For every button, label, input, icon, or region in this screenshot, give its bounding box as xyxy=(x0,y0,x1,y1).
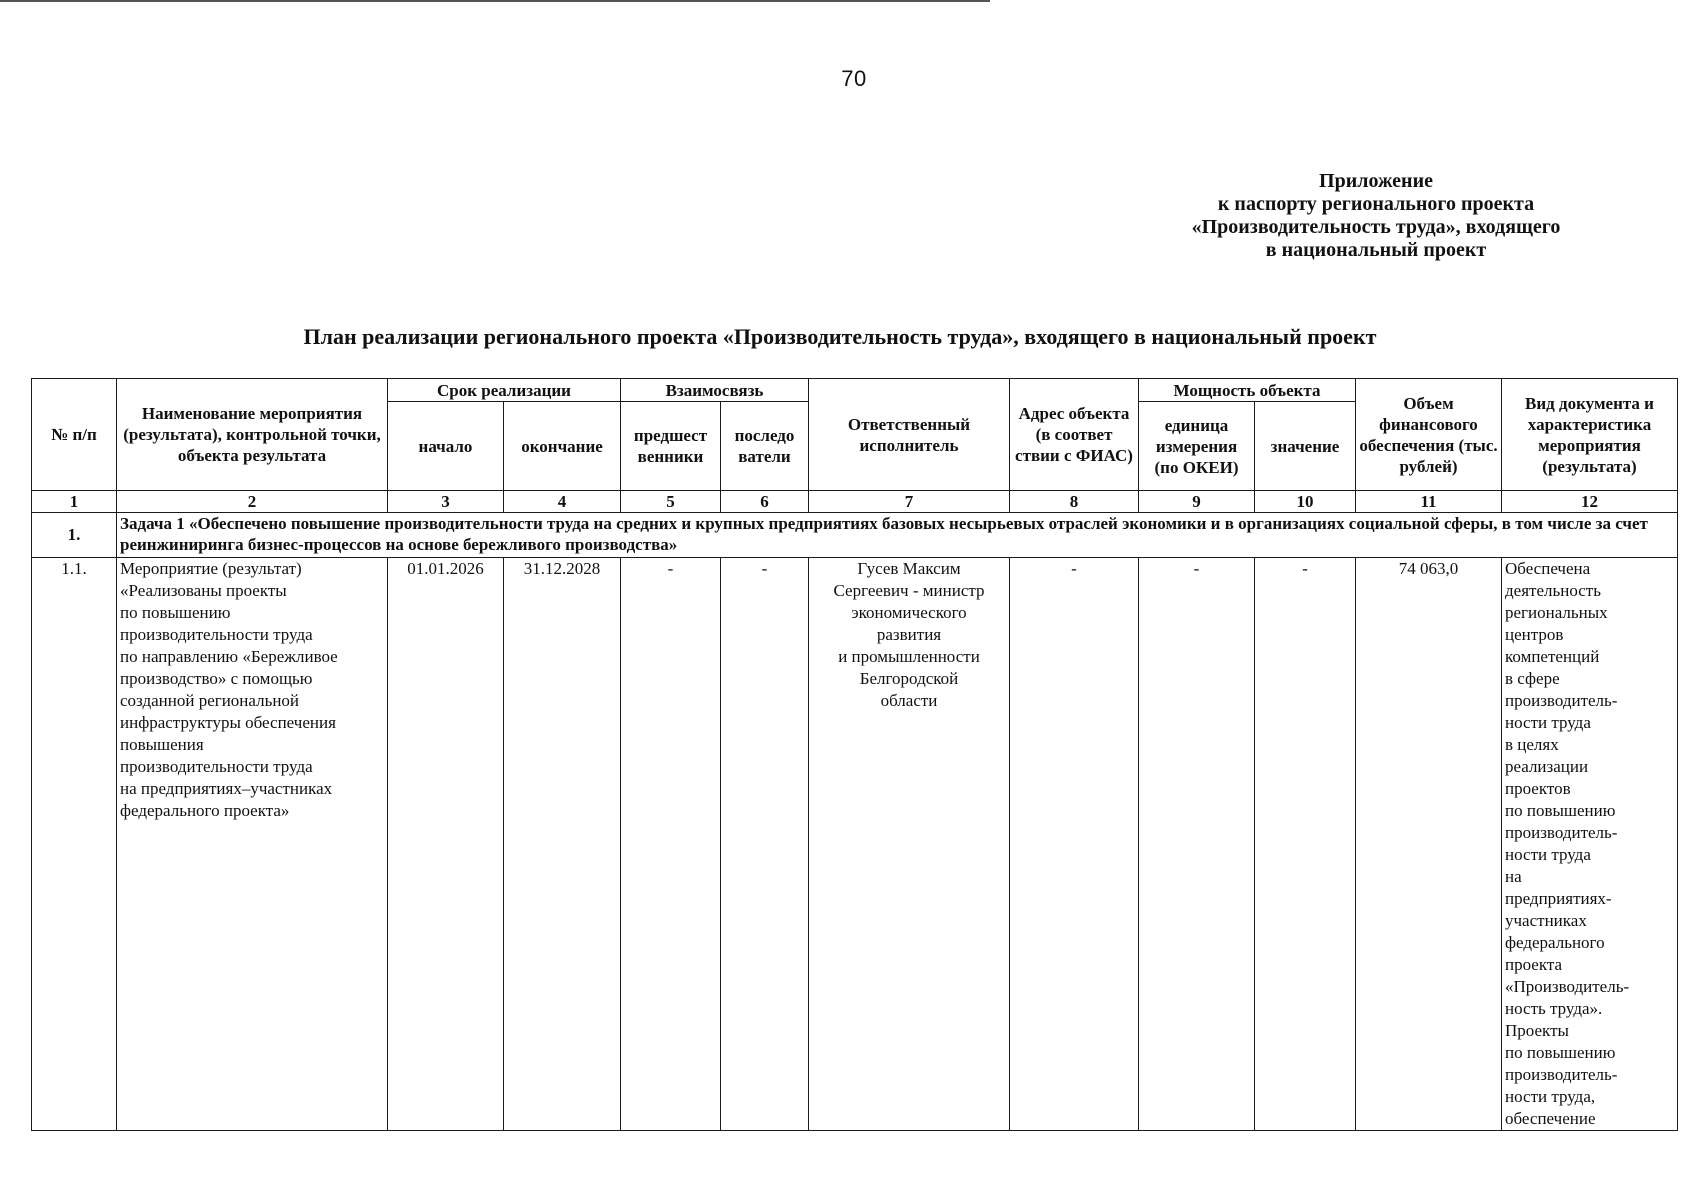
appendix-line-3: «Производительность труда», входящего xyxy=(1191,216,1561,238)
column-number: 11 xyxy=(1356,491,1502,513)
row-responsible-line: области xyxy=(880,691,938,710)
column-number: 6 xyxy=(721,491,809,513)
row-name-line: производство» с помощью xyxy=(120,669,313,688)
row-doc-line: ности труда, xyxy=(1505,1087,1596,1106)
column-number: 4 xyxy=(504,491,621,513)
appendix-line-1: Приложение xyxy=(1319,170,1433,192)
row-doc-line: ности труда xyxy=(1505,713,1591,732)
row-responsible-line: и промышленности xyxy=(838,647,980,666)
task-row xyxy=(32,513,1678,558)
column-number: 9 xyxy=(1139,491,1255,513)
row-doc-line: Обеспечена xyxy=(1505,559,1591,578)
row-doc-line: региональных xyxy=(1505,603,1608,622)
row-doc-line: федерального xyxy=(1505,933,1605,952)
header-doc-type: Вид документа и характеристика мероприятия (результата) xyxy=(1502,379,1678,491)
row-doc-line: обеспечение xyxy=(1505,1109,1596,1128)
row-name-line: на предприятиях–участниках xyxy=(120,779,333,798)
row-responsible-line: развития xyxy=(876,625,942,644)
row-unit: - xyxy=(1139,558,1255,1131)
row-name-line: Мероприятие (результат) xyxy=(120,559,302,578)
row-start-date: 01.01.2026 xyxy=(388,558,504,1131)
row-doc-line: в целях xyxy=(1505,735,1559,754)
row-doc-line: производитель- xyxy=(1505,1065,1618,1084)
row-responsible-line: Сергеевич - министр xyxy=(833,581,985,600)
header-term: Срок реализации xyxy=(388,379,621,402)
plan-table xyxy=(31,378,1678,1131)
column-number: 5 xyxy=(621,491,721,513)
header-address: Адрес объекта (в соответ ствии с ФИАС) xyxy=(1010,379,1139,491)
row-doc-line: центров xyxy=(1505,625,1564,644)
top-rule xyxy=(0,0,990,2)
row-doc-line: по повышению xyxy=(1505,801,1616,820)
row-doc-line: участниках xyxy=(1505,911,1587,930)
row-responsible-line: экономического xyxy=(851,603,967,622)
row-predecessors: - xyxy=(621,558,721,1131)
column-number: 12 xyxy=(1502,491,1678,513)
header-volume: Объем финансового обеспечения (тыс. рублей) xyxy=(1356,379,1502,491)
row-doc-line: производитель- xyxy=(1505,823,1618,842)
row-volume: 74 063,0 xyxy=(1356,558,1502,1131)
header-value: значение xyxy=(1255,402,1356,491)
header-relation: Взаимосвязь xyxy=(621,379,809,402)
row-successors: - xyxy=(721,558,809,1131)
table-row xyxy=(32,558,1678,1131)
appendix-block xyxy=(1126,170,1626,262)
column-number: 2 xyxy=(117,491,388,513)
row-name-line: «Реализованы проекты xyxy=(120,581,287,600)
row-doc-line: ности труда xyxy=(1505,845,1591,864)
column-number-row xyxy=(32,491,1678,513)
row-name-line: производительности труда xyxy=(120,757,313,776)
row-end-date: 31.12.2028 xyxy=(504,558,621,1131)
row-doc-line: на xyxy=(1505,867,1522,886)
column-number: 7 xyxy=(809,491,1010,513)
header-responsible: Ответственный исполнитель xyxy=(809,379,1010,491)
header-capacity: Мощность объекта xyxy=(1139,379,1356,402)
header-start: начало xyxy=(388,402,504,491)
row-name-line: федерального проекта» xyxy=(120,801,290,820)
row-name-line: повышения xyxy=(120,735,204,754)
row-doc-line: проекта xyxy=(1505,955,1563,974)
header-name: Наименование мероприятия (результата), контрольной точки, объекта результата xyxy=(117,379,388,491)
row-name-line: по повышению xyxy=(120,603,231,622)
column-number: 8 xyxy=(1010,491,1139,513)
row-doc-line: «Производитель- xyxy=(1505,977,1630,996)
row-doc-line: производитель- xyxy=(1505,691,1618,710)
row-doc-line: реализации xyxy=(1505,757,1589,776)
column-number: 1 xyxy=(32,491,117,513)
document-title: План реализации регионального проекта «Производительность труда», входящего в национальный проект xyxy=(303,324,1377,349)
row-responsible-line: Гусев Максим xyxy=(857,559,961,578)
row-address: - xyxy=(1010,558,1139,1131)
header-successors: последо ватели xyxy=(721,402,809,491)
page-number: 70 xyxy=(841,66,867,91)
header-row-1 xyxy=(32,379,1678,402)
row-name-line: созданной региональной xyxy=(120,691,300,710)
task-number: 1. xyxy=(32,513,117,558)
row-name-line: производительности труда xyxy=(120,625,313,644)
row-doc-line: в сфере xyxy=(1505,669,1560,688)
row-responsible xyxy=(809,558,1010,1131)
row-doc-line: Проекты xyxy=(1505,1021,1569,1040)
header-end: окончание xyxy=(504,402,621,491)
row-name xyxy=(117,558,388,1131)
row-doc-type xyxy=(1502,558,1678,1131)
row-doc-line: деятельность xyxy=(1505,581,1601,600)
row-number: 1.1. xyxy=(32,558,117,1131)
row-doc-line: компетенций xyxy=(1505,647,1600,666)
header-num: № п/п xyxy=(32,379,117,491)
task-text: Задача 1 «Обеспечено повышение производительности труда на средних и крупных предприятиях базовых несырьевых отраслей экономики и в организациях социальной сферы, в том числе за счет реинжиниринга бизнес-процессов на основе бережливого производства» xyxy=(117,513,1678,558)
column-number: 3 xyxy=(388,491,504,513)
row-doc-line: проектов xyxy=(1505,779,1571,798)
row-name-line: по направлению «Бережливое xyxy=(120,647,338,666)
header-unit: единица измерения (по ОКЕИ) xyxy=(1139,402,1255,491)
row-responsible-line: Белгородской xyxy=(859,669,959,688)
row-value: - xyxy=(1255,558,1356,1131)
appendix-line-4: в национальный проект xyxy=(1265,239,1487,261)
row-doc-line: по повышению xyxy=(1505,1043,1616,1062)
column-number: 10 xyxy=(1255,491,1356,513)
appendix-line-2: к паспорту регионального проекта xyxy=(1217,193,1535,215)
row-name-line: инфраструктуры обеспечения xyxy=(120,713,336,732)
header-predecessors: предшест венники xyxy=(621,402,721,491)
row-doc-line: предприятиях- xyxy=(1505,889,1612,908)
row-doc-line: ность труда». xyxy=(1505,999,1603,1018)
